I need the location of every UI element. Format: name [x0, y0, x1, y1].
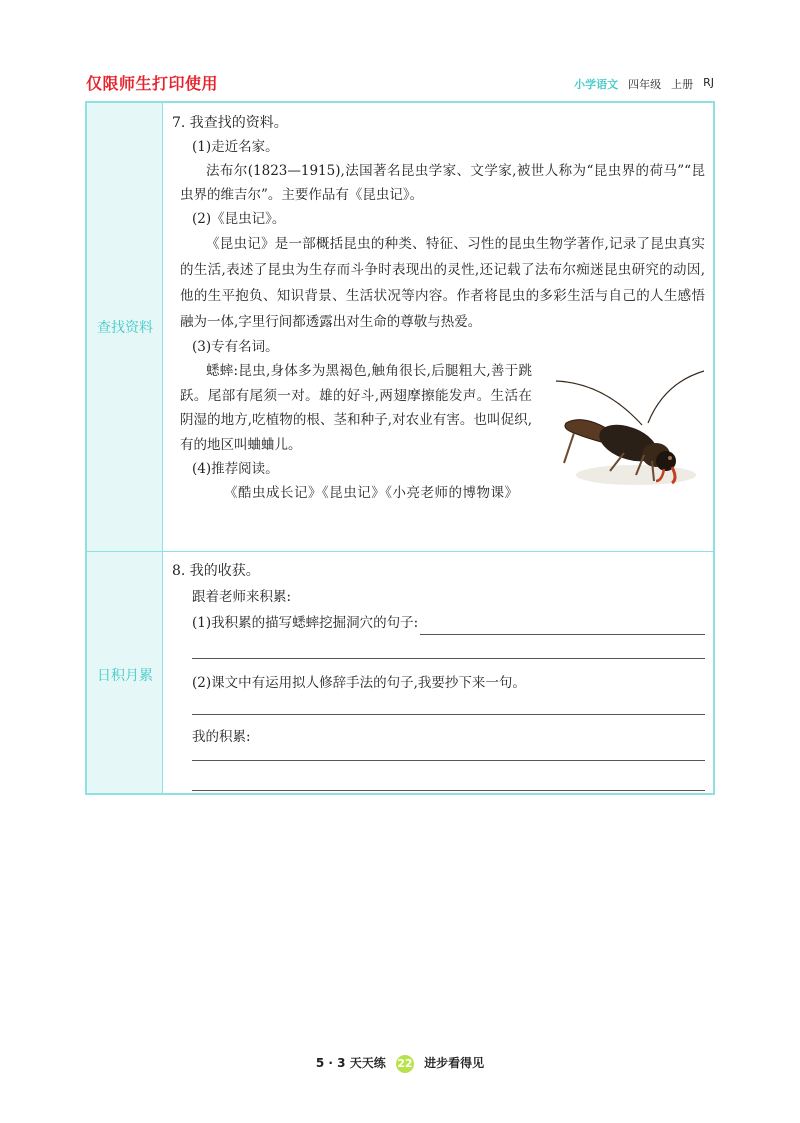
- question-1-row: [172, 611, 705, 635]
- grade-label: 四年级: [628, 78, 662, 91]
- row-divider: [87, 551, 713, 552]
- item-2-text: 《昆虫记》是一部概括昆虫的种类、特征、习性的昆虫生物学著作,记录了昆虫真实的生活,表述了昆虫为生存而斗争时表现出的灵性,还记载了法布尔痴迷昆虫研究的动因,他的生平抱负、知识背景、生活状况等内容。作者将昆虫的多彩生活与自己的人生感悟融为一体,字里行间都透露出对生命的尊敬与热爱。: [180, 236, 705, 330]
- item-3-text: 蟋蟀:昆虫,身体多为黑褐色,触角很长,后腿粗大,善于跳跃。尾部有尾须一对。雄的好斗,两翅摩擦能发声。生活在阴湿的地方,吃植物的根、茎和种子,对农业有害。也叫促织,有的地区叫蛐蛐儿。: [180, 363, 532, 453]
- footer-brand: 5 · 3 天天练: [315, 1056, 386, 1070]
- section-8-intro: 跟着老师来积累:: [192, 589, 292, 605]
- item-1-title: (1)走近名家。: [192, 139, 279, 155]
- section-7: [172, 111, 705, 505]
- answer-line-1a[interactable]: [420, 616, 705, 635]
- label-column: [87, 103, 163, 793]
- item-4-title: (4)推荐阅读。: [192, 461, 279, 477]
- item-1-text: 法布尔(1823—1915),法国著名昆虫学家、文学家,被世人称为“昆虫界的荷马”“昆虫界的维吉尔”。主要作品有《昆虫记》。: [180, 163, 705, 203]
- book-info: [574, 76, 714, 92]
- section-8: [172, 559, 705, 791]
- cricket-photo: [544, 363, 709, 491]
- question-2: (2)课文中有运用拟人修辞手法的句子,我要抄下来一句。: [192, 675, 526, 691]
- worksheet-table: [85, 101, 715, 795]
- cricket-block: [172, 359, 705, 457]
- recommended-books: 《酷虫成长记》《昆虫记》《小亮老师的博物课》: [224, 485, 519, 501]
- page-number: 22: [396, 1055, 414, 1073]
- side-label-accumulate: 日积月累: [97, 668, 153, 684]
- subject-label: 小学语文: [574, 78, 619, 91]
- section-8-title: 8. 我的收获。: [172, 563, 260, 579]
- answer-line-1b[interactable]: [192, 657, 705, 659]
- question-3: 我的积累:: [192, 729, 251, 745]
- footer-slogan: 进步看得见: [424, 1056, 485, 1070]
- page-footer: [0, 1054, 800, 1073]
- answer-line-2[interactable]: [192, 713, 705, 715]
- section-7-title: 7. 我查找的资料。: [172, 115, 288, 131]
- answer-line-3a[interactable]: [192, 759, 705, 761]
- item-3-title: (3)专有名词。: [192, 339, 279, 355]
- side-label-research: 查找资料: [97, 320, 153, 336]
- item-2-title: (2)《昆虫记》。: [192, 211, 286, 227]
- question-1: (1)我积累的描写蟋蟀挖掘洞穴的句子:: [192, 615, 419, 631]
- answer-line-3b[interactable]: [192, 789, 705, 791]
- edition-label: RJ: [703, 76, 714, 89]
- print-notice: 仅限师生打印使用: [86, 74, 219, 93]
- volume-label: 上册: [671, 78, 694, 91]
